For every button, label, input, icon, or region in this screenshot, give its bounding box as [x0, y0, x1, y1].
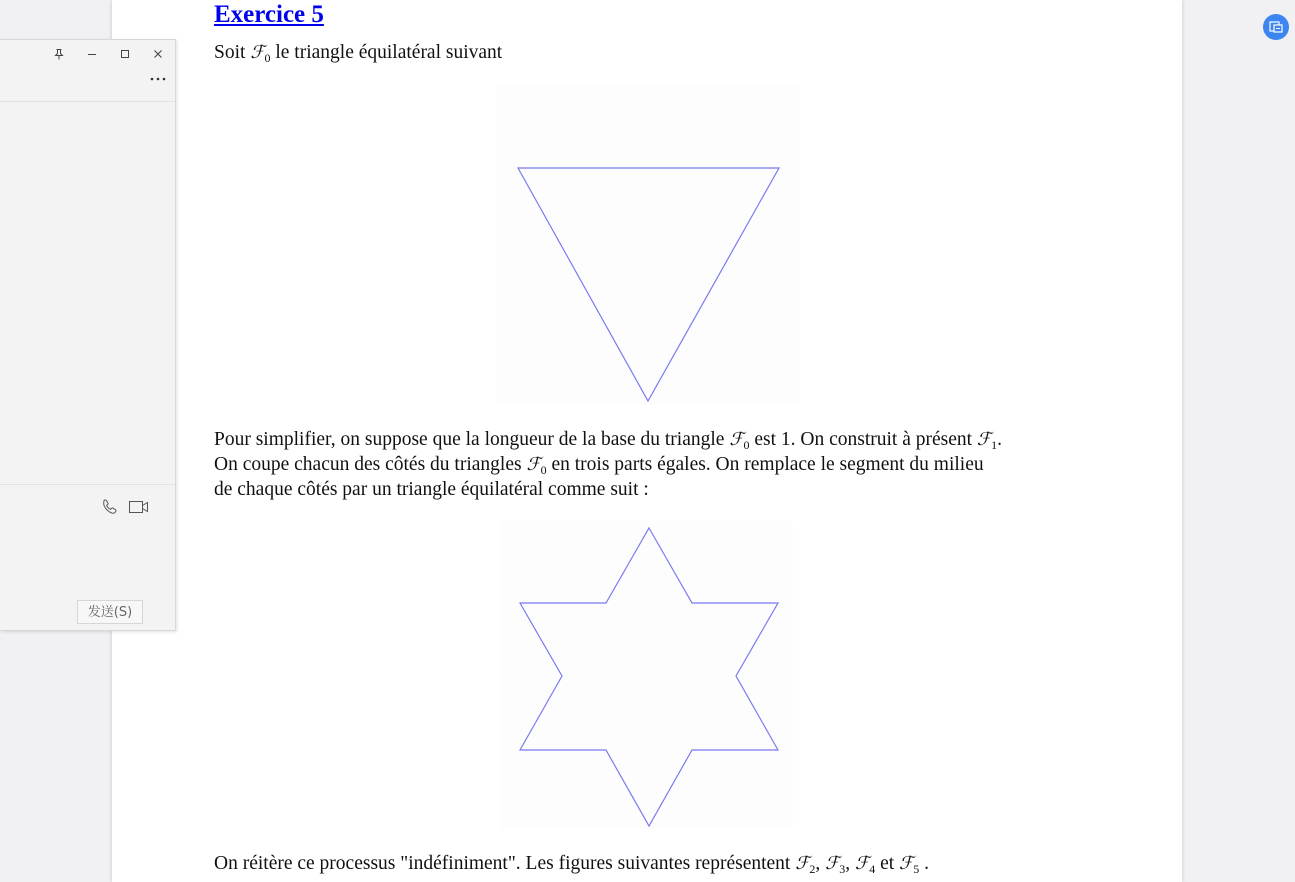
pin-icon[interactable]: [48, 44, 70, 64]
p3-end: .: [919, 853, 929, 874]
chat-window: [0, 39, 176, 631]
p2-l1-text-a: Pour simplifier, on suppose que la longueur de la base du triangle: [214, 429, 730, 450]
p3-separator: ,: [845, 853, 856, 874]
p3-separator: et: [875, 853, 900, 874]
intro-line: [214, 40, 502, 71]
p2-l1-text-b: est 1. On construit à présent: [749, 429, 977, 450]
intro-text-before: Soit: [214, 42, 251, 63]
math-symbol-f: ℱ: [976, 429, 992, 450]
triangle-figure: [497, 86, 800, 404]
paragraph-last-line: [214, 851, 929, 882]
math-symbol-f: ℱ: [250, 42, 265, 63]
p3-text-a: On réitère ce processus "indéfiniment". Les figures suivantes représentent: [214, 853, 796, 874]
send-button[interactable]: 发送(S): [77, 600, 143, 624]
document-page: [112, 0, 1182, 882]
math-subscript: 5: [913, 862, 920, 876]
header-divider: [0, 101, 175, 102]
math-symbol-f: ℱ: [526, 454, 541, 475]
star-figure-background: [500, 521, 793, 829]
exercise-title[interactable]: Exercice 5: [214, 1, 324, 28]
triangle-figure-background: [497, 86, 800, 404]
math-symbol-f: ℱ: [729, 429, 744, 450]
close-icon[interactable]: [147, 44, 169, 64]
math-symbol-f: ℱ: [825, 853, 840, 874]
p2-l1-text-c: .: [997, 429, 1002, 450]
math-symbol-f: ℱ: [899, 853, 914, 874]
math-subscript: 3: [839, 862, 846, 876]
minimize-icon[interactable]: [81, 44, 103, 64]
input-divider: [0, 484, 175, 485]
intro-text-after: le triangle équilatéral suivant: [270, 42, 503, 63]
more-icon[interactable]: [148, 72, 168, 86]
math-symbol-f: ℱ: [855, 853, 870, 874]
math-subscript: 1: [991, 438, 998, 452]
translate-badge-icon[interactable]: [1263, 14, 1289, 40]
math-subscript: 0: [743, 438, 750, 452]
star-figure: [500, 521, 793, 829]
p2-l2-text-a: On coupe chacun des côtés du triangles: [214, 454, 527, 475]
p2-l2-text-b: en trois parts égales. On remplace le segment du milieu: [546, 454, 984, 475]
math-subscript: 0: [264, 51, 271, 65]
math-symbol-f: ℱ: [795, 853, 810, 874]
phone-icon[interactable]: [100, 497, 120, 517]
math-subscript: 0: [540, 463, 547, 477]
paragraph-line-3: de chaque côtés par un triangle équilatéral comme suit :: [214, 479, 649, 500]
maximize-icon[interactable]: [114, 44, 136, 64]
video-icon[interactable]: [128, 499, 150, 515]
p3-separator: ,: [815, 853, 826, 874]
math-subscript: 4: [869, 862, 876, 876]
math-subscript: 2: [809, 862, 816, 876]
